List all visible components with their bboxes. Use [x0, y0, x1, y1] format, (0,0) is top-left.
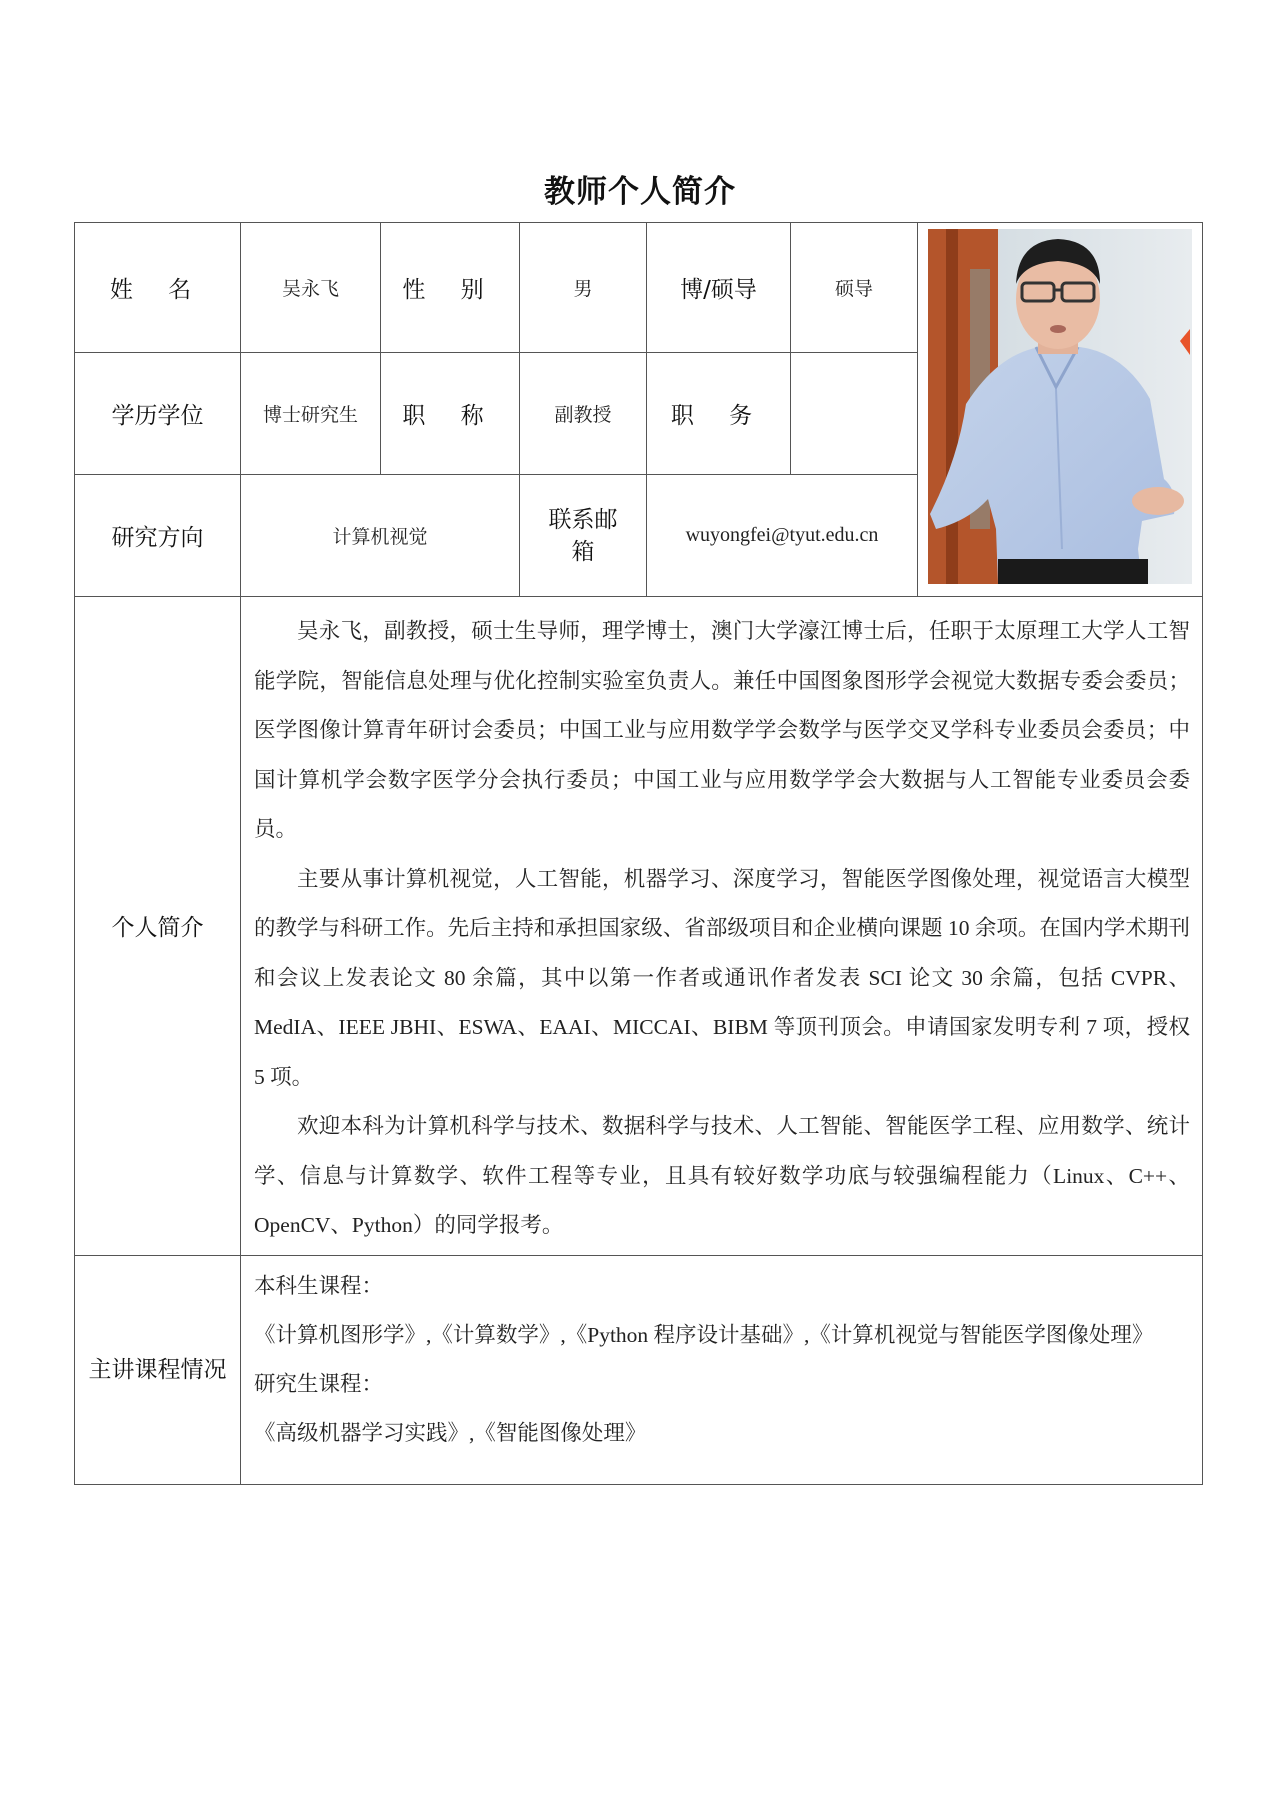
- bio-content: [241, 597, 1203, 1256]
- bio-label: 个人简介: [75, 597, 241, 1256]
- title-value: 副教授: [520, 353, 647, 475]
- portrait-image: [928, 229, 1192, 584]
- degree-label: 学历学位: [75, 353, 241, 475]
- courses-label: 主讲课程情况: [75, 1255, 241, 1484]
- position-value: [791, 353, 918, 475]
- position-label: 职 务: [647, 353, 791, 475]
- photo-cell: [918, 223, 1203, 597]
- degree-value: 博士研究生: [241, 353, 381, 475]
- supervisor-value: 硕导: [791, 223, 918, 353]
- grad-heading: 研究生课程：: [254, 1371, 384, 1396]
- undergrad-course-list: 《计算机图形学》,《计算数学》,《Python 程序设计基础》,《计算机视觉与智能医学图像处理》: [254, 1322, 1154, 1347]
- row-basic-1: [75, 223, 1203, 353]
- gender-value: 男: [520, 223, 647, 353]
- name-value: 吴永飞: [241, 223, 381, 353]
- row-bio: [75, 597, 1203, 1256]
- supervisor-label: 博/硕导: [647, 223, 791, 353]
- email-label: 联系邮箱: [520, 475, 647, 597]
- courses-content: [241, 1255, 1203, 1484]
- bio-paragraph-2: 主要从事计算机视觉，人工智能，机器学习、深度学习，智能医学图像处理，视觉语言大模型的教学与科研工作。先后主持和承担国家级、省部级项目和企业横向课题 10 余项。在国内学术期刊和会议上发表论文 80 余篇，其中以第一作者或通讯作者发表 SCI 论文 30 余篇，包括 CVPR、MedIA、IEEE JBHI、ESWA、EAAI、MICCAI、BIBM 等顶刊顶会。申请国家发明专利 7 项，授权 5 项。: [254, 866, 1190, 1089]
- title-label: 职 称: [381, 353, 520, 475]
- gender-label: 性 别: [381, 223, 520, 353]
- profile-table: [74, 222, 1203, 1485]
- bio-paragraph-1: 吴永飞，副教授，硕士生导师，理学博士，澳门大学濠江博士后，任职于太原理工大学人工智能学院，智能信息处理与优化控制实验室负责人。兼任中国图象图形学会视觉大数据专委会委员；医学图像计算青年研讨会委员；中国工业与应用数学学会数学与医学交叉学科专业委员会委员；中国计算机学会数字医学分会执行委员；中国工业与应用数学学会大数据与人工智能专业委员会委员。: [254, 619, 1190, 841]
- bio-paragraph-3: 欢迎本科为计算机科学与技术、数据科学与技术、人工智能、智能医学工程、应用数学、统计学、信息与计算数学、软件工程等专业，且具有较好数学功底与较强编程能力（Linux、C++、OpenCV、Python）的同学报考。: [254, 1114, 1190, 1237]
- portrait-photo: [928, 229, 1192, 584]
- undergrad-heading: 本科生课程：: [254, 1273, 384, 1298]
- row-courses: [75, 1255, 1203, 1484]
- research-label: 研究方向: [75, 475, 241, 597]
- research-value: 计算机视觉: [241, 475, 520, 597]
- page-title: 教师个人简介: [544, 174, 736, 210]
- name-label: 姓 名: [75, 223, 241, 353]
- email-value[interactable]: wuyongfei@tyut.edu.cn: [647, 475, 918, 597]
- grad-course-list: 《高级机器学习实践》,《智能图像处理》: [254, 1420, 647, 1445]
